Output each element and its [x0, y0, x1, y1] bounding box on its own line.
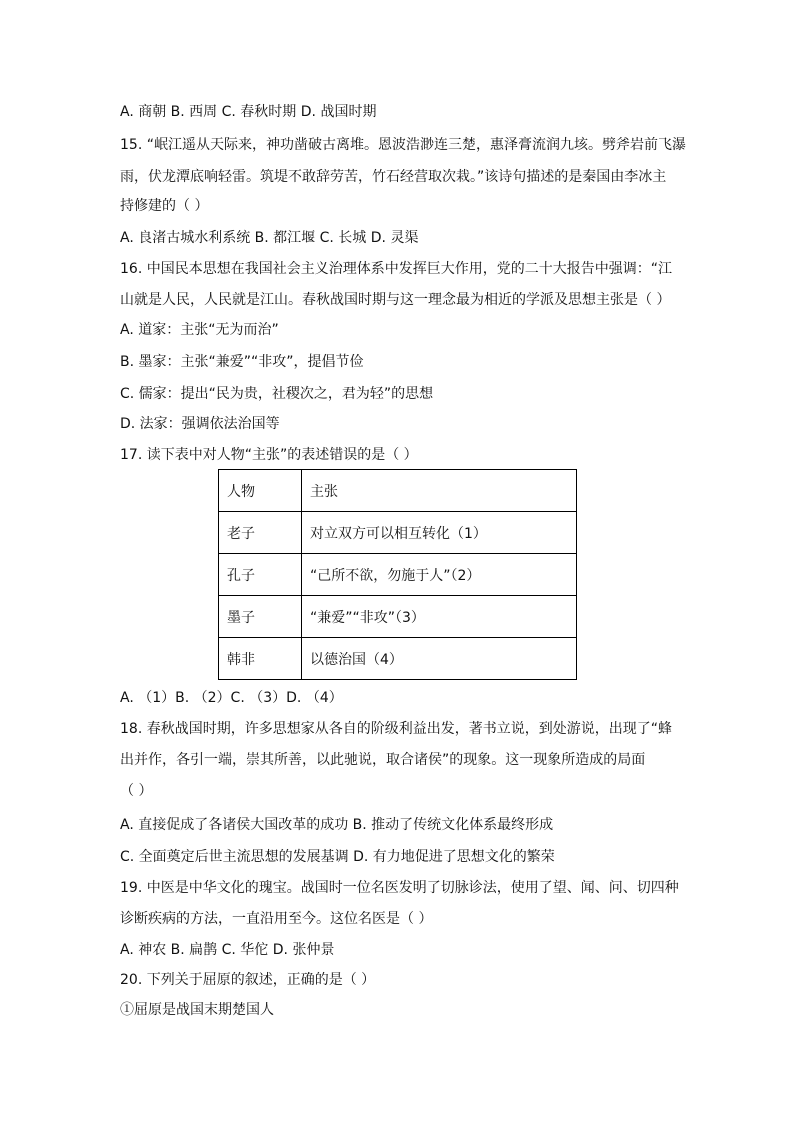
- table-cell: 孔子: [219, 554, 302, 596]
- table-cell: 老子: [219, 512, 302, 554]
- q15-options: A. 良渚古城水利系统 B. 都江堰 C. 长城 D. 灵渠: [120, 230, 419, 246]
- q16-stem-line-2: 山就是人民，人民就是江山。春秋战国时期与这一理念最为相近的学派及思想主张是（ ）: [120, 292, 671, 308]
- q16-option-d: D. 法家：强调依法治国等: [120, 416, 280, 432]
- q15-stem-line-2: 雨，伏龙潭底响轻雷。筑堤不敢辞劳苦，竹石经营取次栽。”该诗句描述的是秦国由李冰主: [120, 169, 667, 185]
- table-cell: 以德治国（4）: [302, 638, 577, 680]
- table-cell: 对立双方可以相互转化（1）: [302, 512, 577, 554]
- q15-stem-line-1: 15. “岷江遥从天际来，神功凿破古离堆。恩波浩渺连三楚，惠泽膏流润九垓。劈斧岩前飞瀑: [120, 137, 686, 153]
- q19-stem-line-2: 诊断疾病的方法，一直沿用至今。这位名医是（ ）: [120, 911, 433, 927]
- q16-option-a: A. 道家：主张“无为而治”: [120, 322, 279, 338]
- q20-stem: 20. 下列关于屈原的叙述，正确的是（ ）: [120, 972, 376, 988]
- q17-stem: 17. 读下表中对人物“主张”的表述错误的是（ ）: [120, 447, 418, 463]
- q19-stem-line-1: 19. 中医是中华文化的瑰宝。战国时一位名医发明了切脉诊法，使用了望、闻、问、切四种: [120, 880, 679, 896]
- table-row: [219, 596, 577, 638]
- table-cell: 墨子: [219, 596, 302, 638]
- q17-table: [218, 469, 577, 680]
- table-row: [219, 554, 577, 596]
- table-header-cell: 人物: [219, 470, 302, 512]
- q18-stem-line-3: （ ）: [120, 783, 153, 799]
- q16-stem-line-1: 16. 中国民本思想在我国社会主义治理体系中发挥巨大作用，党的二十大报告中强调：“江: [120, 261, 672, 277]
- q18-options-ab: A. 直接促成了各诸侯大国改革的成功 B. 推动了传统文化体系最终形成: [120, 817, 554, 833]
- table-cell: 韩非: [219, 638, 302, 680]
- q17-options: A. （1）B. （2）C. （3）D. （4）: [120, 690, 343, 706]
- q15-stem-line-3: 持修建的（ ）: [120, 198, 209, 214]
- q18-stem-line-2: 出并作，各引一端，崇其所善，以此驰说，取合诸侯”的现象。这一现象所造成的局面: [120, 752, 646, 768]
- q14-options: A. 商朝 B. 西周 C. 春秋时期 D. 战国时期: [120, 104, 377, 120]
- q18-options-cd: C. 全面奠定后世主流思想的发展基调 D. 有力地促进了思想文化的繁荣: [120, 849, 555, 865]
- table-row: [219, 638, 577, 680]
- table-cell: “兼爱”“非攻”（3）: [302, 596, 577, 638]
- q16-option-b: B. 墨家：主张“兼爱”“非攻”，提倡节俭: [120, 354, 364, 370]
- q16-option-c: C. 儒家：提出“民为贵，社稷次之，君为轻”的思想: [120, 386, 434, 402]
- q18-stem-line-1: 18. 春秋战国时期，许多思想家从各自的阶级利益出发，著书立说，到处游说，出现了“蜂: [120, 721, 672, 737]
- q19-options: A. 神农 B. 扁鹊 C. 华佗 D. 张仲景: [120, 942, 335, 958]
- table-header-cell: 主张: [302, 470, 577, 512]
- table-header-row: [219, 470, 577, 512]
- table-cell: “己所不欲，勿施于人”（2）: [302, 554, 577, 596]
- table-row: [219, 512, 577, 554]
- q20-statement-1: ①屈原是战国末期楚国人: [120, 1002, 274, 1018]
